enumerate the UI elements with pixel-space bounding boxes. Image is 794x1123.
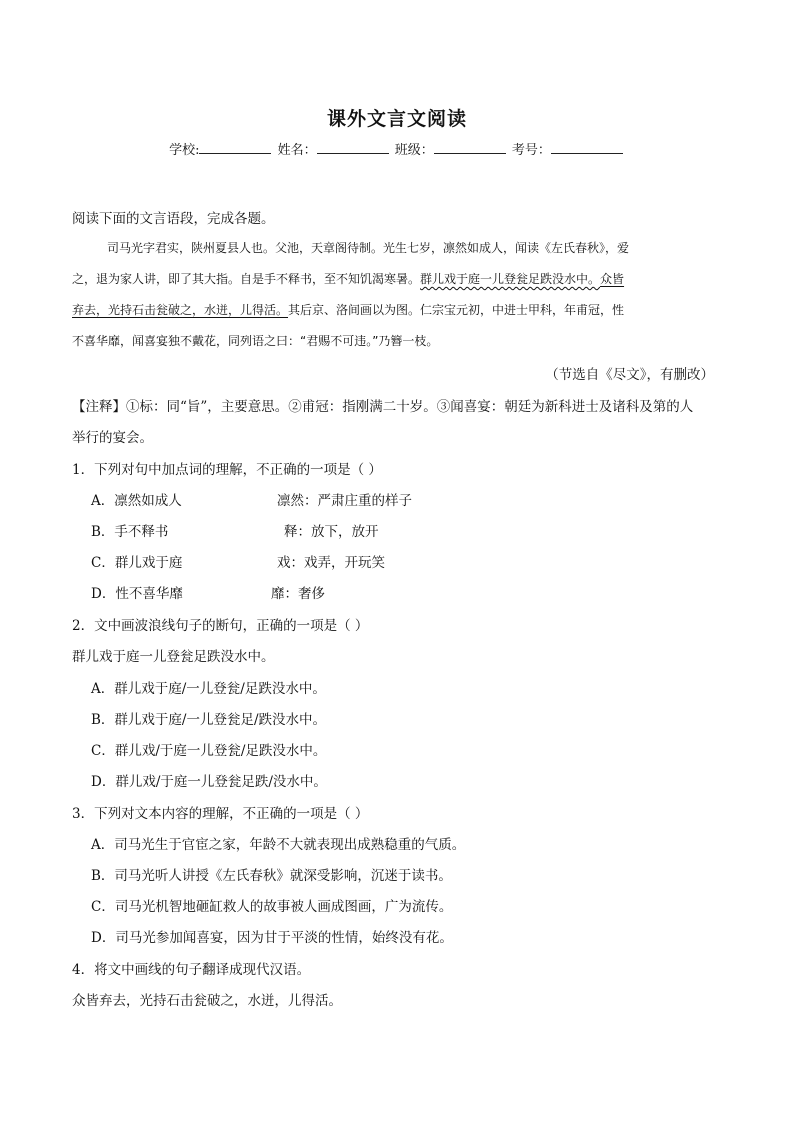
q1-option-b-gloss: 释：放下，放开 xyxy=(284,524,379,540)
q2-option-d[interactable]: D．群儿戏/于庭一儿登瓮足跌/没水中。 xyxy=(91,774,327,790)
passage-line-3 xyxy=(72,301,624,318)
source-note: （节选自《尽文》，有删改） xyxy=(545,367,714,383)
exam-number-field[interactable] xyxy=(551,141,623,154)
passage-text: 之，退为家人讲，即了其大指。自是手不释书，至不知饥渴寒暑。 xyxy=(72,272,421,286)
question-4-sentence: 众皆弃去，光持石击瓮破之，水迸，儿得活。 xyxy=(72,993,342,1009)
q1-option-c-gloss: 戏：戏弄，开玩笑 xyxy=(277,555,385,571)
q2-option-a[interactable]: A．群儿戏于庭/一儿登瓮/足跌没水中。 xyxy=(91,681,326,697)
exam-number-label: 考号： xyxy=(511,143,551,158)
class-field[interactable] xyxy=(434,141,506,154)
q3-option-d[interactable]: D．司马光参加闻喜宴，因为甘于平淡的性情，始终没有花。 xyxy=(91,930,453,946)
q1-option-c[interactable]: C．群儿戏于庭 xyxy=(91,555,183,571)
notes-line-1: 【注释】①标：同“旨”，主要意思。②甫冠：指刚满二十岁。③闻喜宴：朝廷为新科进士及诸科及第的人 xyxy=(72,399,694,415)
q3-option-c[interactable]: C．司马光机智地砸缸救人的故事被人画成图画，广为流传。 xyxy=(91,899,453,915)
passage-text: 其后京、洛间画以为图。仁宗宝元初，中进士甲科，年甫冠，性 xyxy=(288,303,625,317)
page-title: 课外文言文阅读 xyxy=(326,108,467,130)
passage-line-2 xyxy=(72,270,624,287)
name-label: 姓名： xyxy=(277,143,317,158)
q2-option-c[interactable]: C．群儿戏/于庭一儿登瓮/足跌没水中。 xyxy=(91,743,327,759)
q1-option-a[interactable]: A．凛然如成人 xyxy=(91,493,182,509)
underlined-sentence-start: 众皆 xyxy=(600,272,625,286)
q1-option-d[interactable]: D．性不喜华靡 xyxy=(91,586,183,602)
instruction: 阅读下面的文言语段，完成各题。 xyxy=(72,211,275,227)
q3-option-a[interactable]: A．司马光生于官宦之家，年龄不大就表现出成熟稳重的气质。 xyxy=(91,837,466,853)
school-label: 学校: xyxy=(169,143,200,158)
student-info-line xyxy=(0,139,794,158)
class-label: 班级： xyxy=(394,143,434,158)
q3-option-b[interactable]: B．司马光听人讲授《左氏春秋》就深受影响，沉迷于读书。 xyxy=(91,868,452,884)
passage-line-1: 司马光字君实，陕州夏县人也。父池，天章阁待制。光生七岁，凛然如成人，闻读《左氏春秋》，爱 xyxy=(107,241,630,255)
question-1-stem: 1．下列对句中加点词的理解，不正确的一项是（ ） xyxy=(72,462,382,478)
passage-line-4: 不喜华靡，闻喜宴独不戴花，同列语之曰：“君赐不可违。”乃簪一枝。 xyxy=(72,334,439,348)
q1-option-b[interactable]: B．手不释书 xyxy=(91,524,169,540)
underlined-sentence-end: 弃去，光持石击瓮破之，水迸，儿得活。 xyxy=(72,303,289,317)
notes-line-2: 举行的宴会。 xyxy=(72,430,153,446)
question-2-stem: 2．文中画波浪线句子的断句，正确的一项是（ ） xyxy=(72,618,369,634)
q2-option-b[interactable]: B．群儿戏于庭/一儿登瓮足/跌没水中。 xyxy=(91,712,327,728)
wavy-underlined-sentence: 群儿戏于庭一儿登瓮足跌没水中。 xyxy=(420,272,601,286)
school-field[interactable] xyxy=(199,141,271,154)
q1-option-d-gloss: 靡：奢侈 xyxy=(271,586,325,602)
question-2-sentence: 群儿戏于庭一儿登瓮足跌没水中。 xyxy=(72,649,275,665)
question-4-stem: 4．将文中画线的句子翻译成现代汉语。 xyxy=(72,962,311,978)
name-field[interactable] xyxy=(317,141,389,154)
q1-option-a-gloss: 凛然：严肃庄重的样子 xyxy=(277,493,412,509)
question-3-stem: 3．下列对文本内容的理解，不正确的一项是（ ） xyxy=(72,806,369,822)
